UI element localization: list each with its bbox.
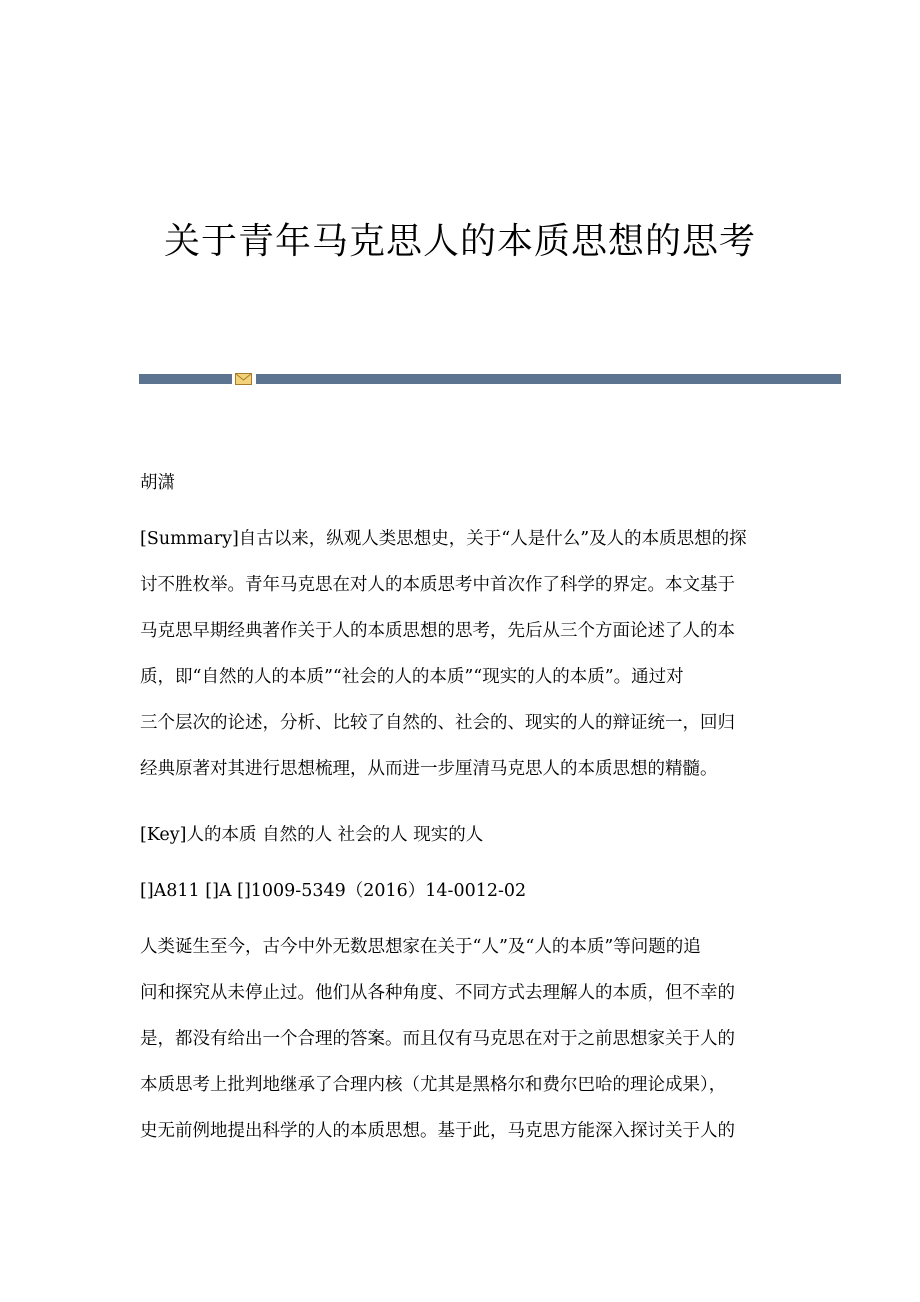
- abstract-line: 质，即“自然的人的本质”“社会的人的本质”“现实的人的本质”。通过对: [140, 667, 684, 687]
- abstract-line: 讨不胜枚举。青年马克思在对人的本质思考中首次作了科学的界定。本文基于: [140, 575, 735, 595]
- document-title: 关于青年马克思人的本质思想的思考: [163, 221, 756, 262]
- abstract-line: [Summary]自古以来，纵观人类思想史，关于“人是什么”及人的本质思想的探: [140, 529, 747, 549]
- abstract-line: 三个层次的论述，分析、比较了自然的、社会的、现实的人的辩证统一，回归: [140, 713, 735, 733]
- body-paragraph: [140, 924, 780, 1154]
- abstract-line: 经典原著对其进行思想梳理，从而进一步厘清马克思人的本质思想的精髓。: [140, 759, 718, 779]
- abstract-line: 马克思早期经典著作关于人的本质思想的思考，先后从三个方面论述了人的本: [140, 621, 735, 641]
- classification-codes: [140, 868, 780, 914]
- body-line: 史无前例地提出科学的人的本质思想。基于此，马克思方能深入探讨关于人的: [140, 1121, 735, 1141]
- classification-line: []A811 []A []1009-5349（2016）14-0012-02: [140, 881, 527, 901]
- body-line: 人类诞生至今，古今中外无数思想家在关于“人”及“人的本质”等问题的追: [140, 937, 701, 957]
- envelope-icon: [235, 373, 252, 385]
- author-block: [140, 460, 780, 506]
- body-line: 本质思考上批判地继承了合理内核（尤其是黑格尔和费尔巴哈的理论成果），: [140, 1075, 727, 1095]
- author-name: 胡潇: [140, 473, 175, 493]
- body-line: 是，都没有给出一个合理的答案。而且仅有马克思在对于之前思想家关于人的: [140, 1029, 735, 1049]
- keywords-line: [Key]人的本质 自然的人 社会的人 现实的人: [140, 825, 484, 845]
- title-divider-right: [256, 374, 841, 384]
- abstract: [140, 516, 780, 792]
- body-line: 问和探究从未停止过。他们从各种角度、不同方式去理解人的本质，但不幸的: [140, 983, 735, 1003]
- title-divider-left: [139, 374, 232, 384]
- keywords: [140, 812, 780, 858]
